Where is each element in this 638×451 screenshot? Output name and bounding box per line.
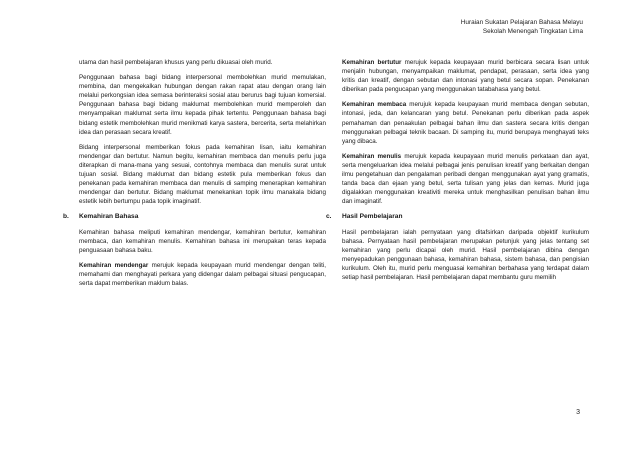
paragraph: Penggunaan bahasa bagi bidang interpersonal membolehkan murid memulakan, membina, dan mengekalkan hubungan dengan rakan rapat atau dengan orang lain melalui perkongsian idea semasa berinteraksi sosial atau berurus bagi tujuan komersial. Penggunaan bahasa bagi bidang maklumat membolehkan murid memperoleh dan menyampaikan maklumat serta ilmu kepada pihak tertentu. Penggunaan bahasa bagi bidang estetik membolehkan murid menikmati karya sastera, bercerita, serta melahirkan idea dan perasaan secara kreatif. xyxy=(79,74,326,136)
paragraph xyxy=(79,261,326,288)
section-heading-c xyxy=(326,212,589,221)
term-definition: merujuk kepada keupayaan murid berbicara secara lisan untuk menjalin hubungan, menyampaikan maklumat, pendapat, perasaan, serta idea yang kritis dan kreatif, dengan sebutan dan intonasi yang betul secara sopan. Penekanan diberikan pada pengucapan yang menggunakan tatabahasa yang betul. xyxy=(342,59,589,94)
header-title: Huraian Sukatan Pelajaran Bahasa Melayu xyxy=(460,19,583,26)
term-definition: merujuk kepada keupayaan murid mendengar dengan teliti, memahami dan menghayati perkara yang didengar dalam pelbagai situasi pengucapan, serta dapat memberikan maklum balas. xyxy=(79,261,326,287)
page-number: 3 xyxy=(576,409,580,416)
paragraph: utama dan hasil pembelajaran khusus yang perlu dikuasai oleh murid. xyxy=(79,59,273,66)
paragraph xyxy=(342,100,589,145)
term: Kemahiran bertutur xyxy=(342,59,402,66)
paragraph: Kemahiran bahasa meliputi kemahiran mendengar, kemahiran bertutur, kemahiran membaca, dan kemahiran menulis. Kemahiran bahasa ini merupakan teras kepada penguasaan bahasa baku. xyxy=(79,228,326,254)
paragraph xyxy=(342,152,589,207)
paragraph: Bidang interpersonal memberikan fokus pada kemahiran lisan, iaitu kemahiran mendengar dan bertutur. Namun begitu, kemahiran membaca dan menulis perlu juga diterapkan di mana-mana yang sesuai, contohnya membaca dan menulis surat untuk tujuan sosial. Bidang maklumat dan bidang estetik pula memberikan fokus dan penekanan pada kemahiran membaca dan menulis di samping menerapkan kemahiran mendengar dan bertutur. Bidang maklumat menekankan topik ilmu manakala bidang estetik lebih bertumpu pada topik imaginatif. xyxy=(79,143,326,206)
header-subtitle: Sekolah Menengah Tingkatan Lima xyxy=(482,27,583,35)
term: Kemahiran menulis xyxy=(342,152,402,160)
term: Kemahiran mendengar xyxy=(79,261,149,269)
paragraph xyxy=(342,58,589,94)
paragraph: Hasil pembelajaran ialah pernyataan yang ditafsirkan daripada objektif kurikulum bahasa. Pernyataan hasil pembelajaran merupakan petunjuk yang jelas tentang set kemahiran yang perlu dicapai oleh murid. Hasil pembelajaran dibina dengan menyepadukan penggunaan bahasa, kemahiran bahasa, sistem bahasa, dan pengisian kurikulum. Oleh itu, murid perlu menguasai kemahiran berbahasa yang terdapat dalam setiap hasil pembelajaran. Hasil pembelajaran dapat membantu guru memilih xyxy=(342,228,589,281)
term-definition: merujuk kepada keupayaan murid menulis perkataan dan ayat, serta mengeluarkan idea melalui pelbagai jenis penulisan kreatif yang berkaitan dengan ilmu pengetahuan dan pengalaman peribadi dengan menggunakan ayat yang gramatis, tanda baca dan ejaan yang betul, serta tulisan yang jelas dan kemas. Murid juga digalakkan menggunakan kreativiti mereka untuk menghasilkan penulisan bahan ilmu dan imaginatif. xyxy=(342,152,589,206)
term: Kemahiran membaca xyxy=(342,101,407,109)
section-letter: b. xyxy=(63,213,69,221)
section-letter: c. xyxy=(326,213,332,221)
section-heading-b xyxy=(63,212,326,221)
right-column xyxy=(326,58,589,288)
section-title: Kemahiran Bahasa xyxy=(79,213,139,221)
term-definition: merujuk kepada keupayaan murid membaca dengan sebutan, intonasi, jeda, dan kelancaran yang betul. Penekanan perlu diberikan pada aspek pemahaman dan penaakulan pelbagai bahan ilmu dan sastera secara kritis dengan menggunakan pelbagai teknik bacaan. Di samping itu, murid berupaya menghayati teks yang dibaca. xyxy=(342,101,589,145)
page-header xyxy=(461,19,583,36)
left-column xyxy=(63,58,326,294)
section-title: Hasil Pembelajaran xyxy=(342,213,403,221)
